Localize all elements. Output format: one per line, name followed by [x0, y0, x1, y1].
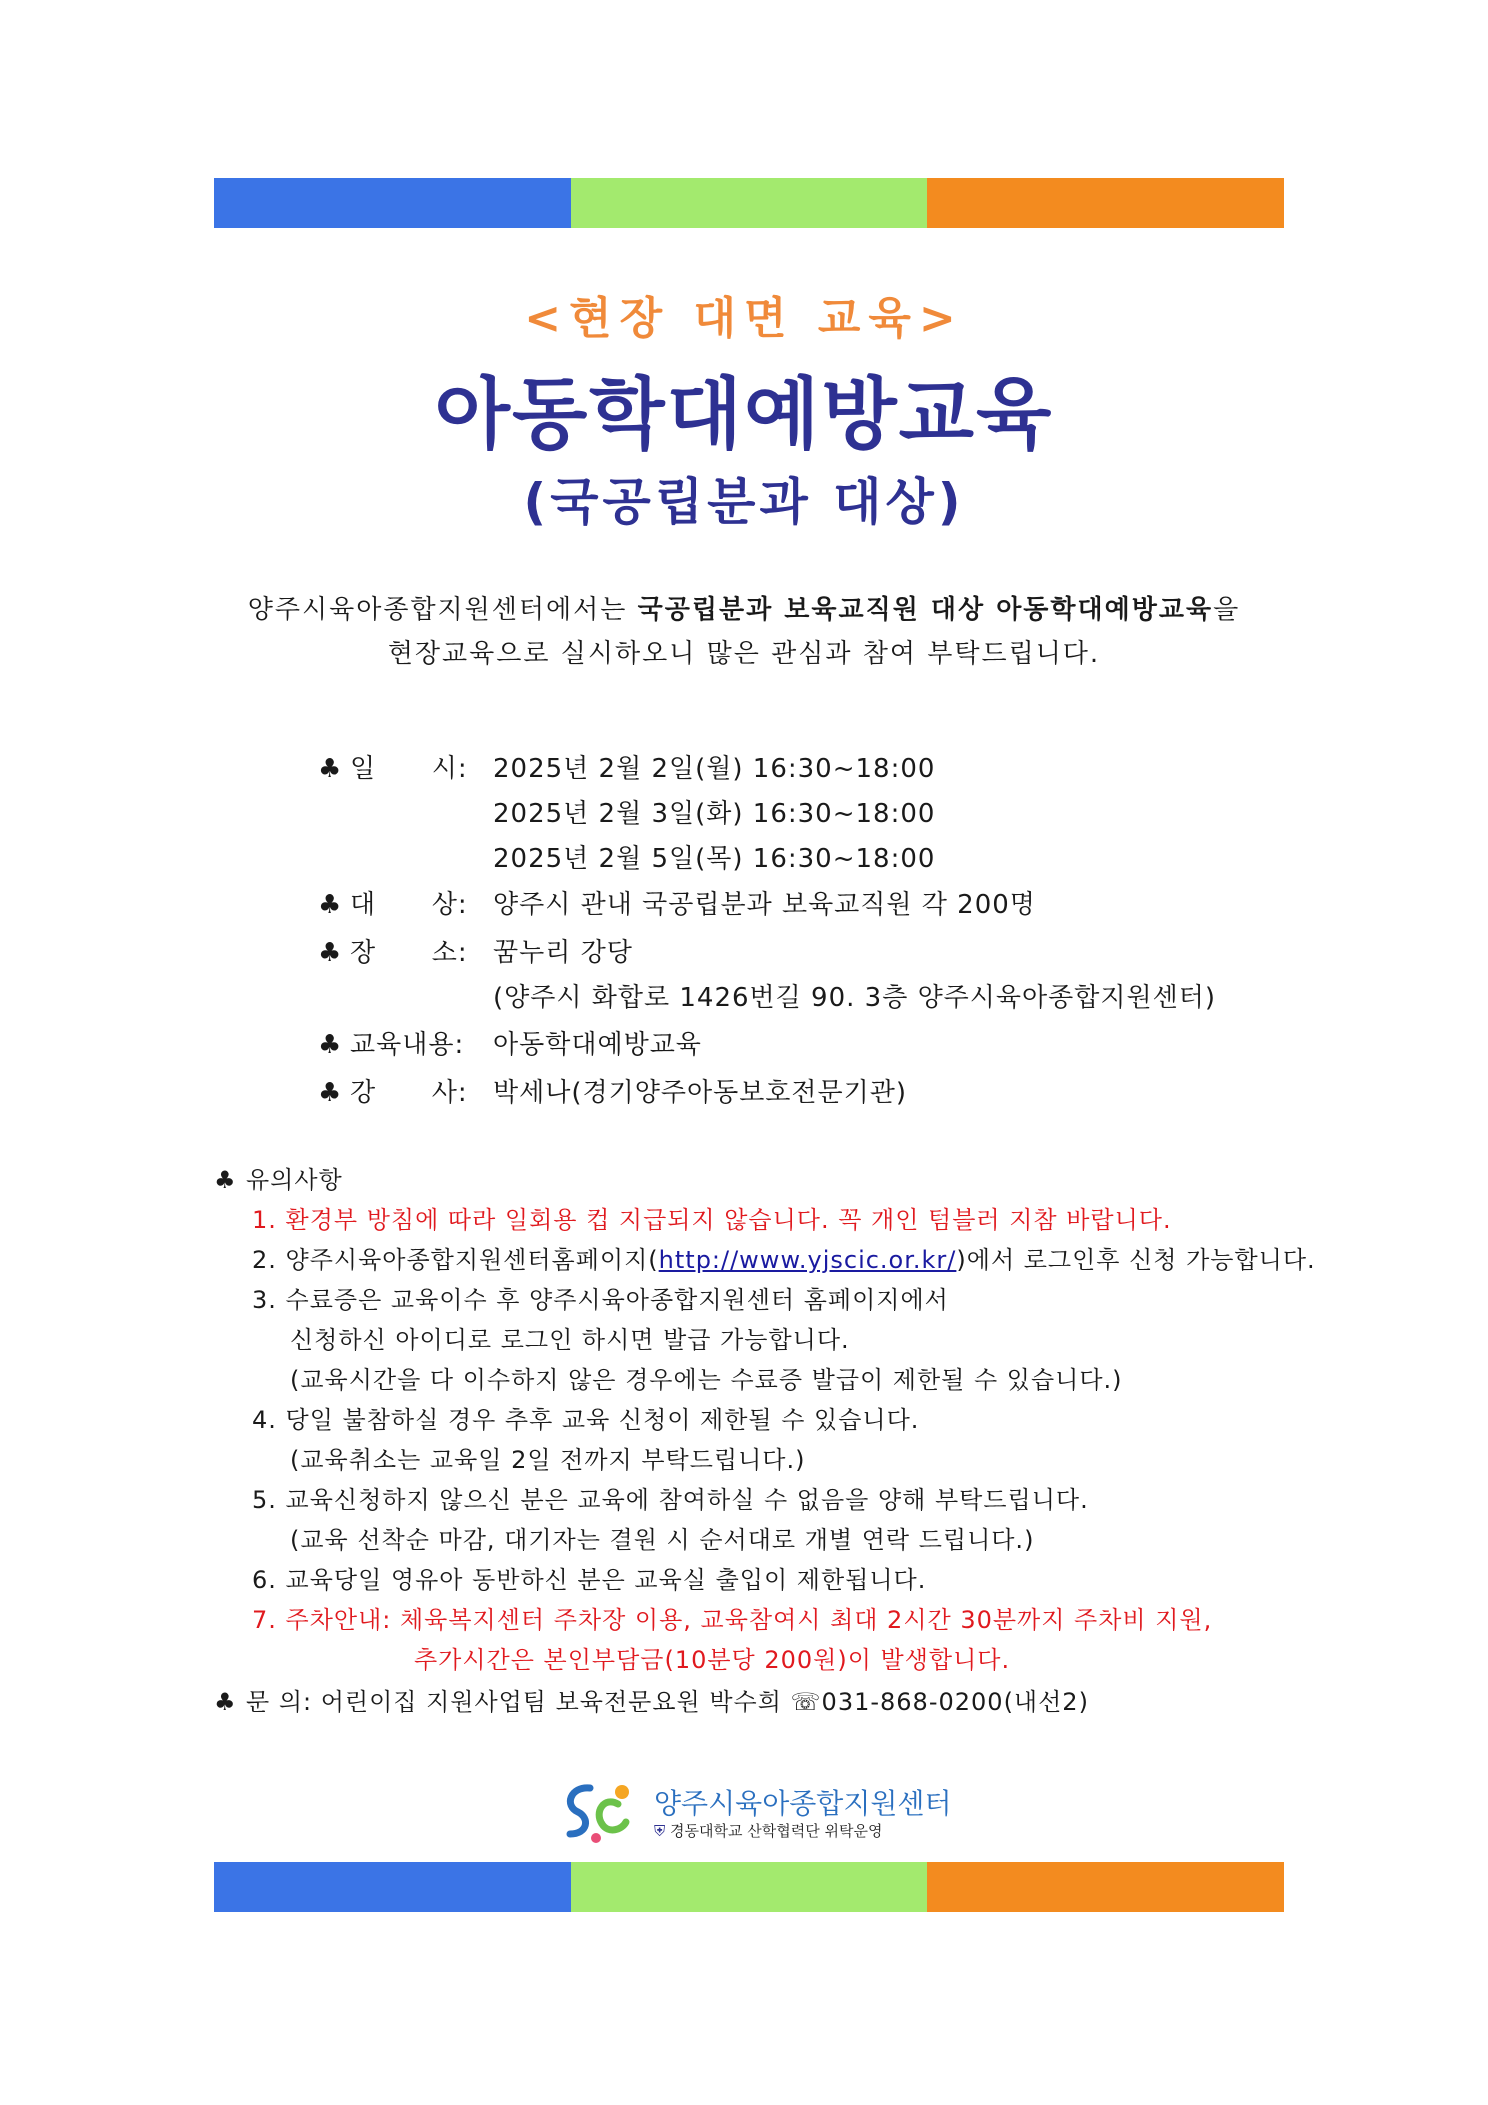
date-value-1: 2025년 2월 2일(월) 16:30~18:00: [493, 754, 936, 784]
note-2-pre: 2. 양주시육아종합지원센터홈페이지(: [252, 1246, 659, 1274]
intro-line-1: [0, 588, 1488, 632]
bar-green-segment: [571, 1862, 928, 1912]
top-color-bar: [214, 178, 1284, 228]
shield-icon: ⛨: [654, 1822, 666, 1840]
note-2-post: )에서 로그인후 신청 가능합니다.: [956, 1246, 1316, 1274]
lecturer-label: 강 사:: [350, 1078, 468, 1108]
content-value: 아동학대예방교육: [493, 1030, 702, 1060]
center-logo: [560, 1778, 952, 1846]
date-value-2: 2025년 2월 3일(화) 16:30~18:00: [493, 799, 936, 829]
info-date-row: [318, 748, 936, 785]
note-3a: 3. 수료증은 교육이수 후 양주시육아종합지원센터 홈페이지에서: [252, 1286, 949, 1314]
date-label: 일 시:: [350, 754, 468, 784]
club-bullet-icon: ♣: [318, 1078, 343, 1108]
bar-blue-segment: [214, 1862, 571, 1912]
target-value: 양주시 관내 국공립분과 보육교직원 각 200명: [493, 890, 1036, 920]
note-1: 1. 환경부 방침에 따라 일회용 컵 지급되지 않습니다. 꼭 개인 텀블러 지참 바랍니다.: [252, 1206, 1172, 1234]
center-logo-sub: [654, 1820, 882, 1841]
info-place-row: [318, 932, 633, 969]
target-label: 대 상:: [350, 890, 468, 920]
contact-row: [214, 1682, 1089, 1717]
lecturer-value: 박세나(경기양주아동보호전문기관): [493, 1078, 908, 1108]
notes-title-row: [214, 1160, 343, 1195]
date-value-3: 2025년 2월 5일(목) 16:30~18:00: [493, 844, 936, 874]
place-label: 장 소:: [350, 938, 468, 968]
note-5b: (교육 선착순 마감, 대기자는 결원 시 순서대로 개별 연락 드립니다.): [290, 1526, 1035, 1554]
info-target-row: [318, 884, 1036, 921]
note-6: 6. 교육당일 영유아 동반하신 분은 교육실 출입이 제한됩니다.: [252, 1566, 927, 1594]
intro-text-pre: 양주시육아종합지원센터에서는: [247, 595, 638, 625]
club-bullet-icon: ♣: [318, 890, 343, 920]
intro-line-2: 현장교육으로 실시하오니 많은 관심과 참여 부탁드립니다.: [387, 639, 1101, 669]
content-label: 교육내용:: [350, 1030, 465, 1060]
note-4b: (교육취소는 교육일 2일 전까지 부탁드립니다.): [290, 1446, 806, 1474]
club-bullet-icon: ♣: [214, 1688, 237, 1716]
info-lecturer-row: [318, 1072, 908, 1109]
center-logo-sub-text: 경동대학교 산학협력단 위탁운영: [670, 1822, 883, 1840]
page-title: 아동학대예방교육: [434, 370, 1054, 460]
intro-text-post: 을: [1213, 595, 1241, 625]
bottom-color-bar: [214, 1862, 1284, 1912]
center-logo-name: 양주시육아종합지원센터: [654, 1787, 952, 1820]
bar-orange-segment: [927, 178, 1284, 228]
club-bullet-icon: ♣: [318, 754, 343, 784]
club-bullet-icon: ♣: [318, 938, 343, 968]
intro-text-bold: 국공립분과 보육교직원 대상 아동학대예방교육: [637, 595, 1214, 625]
note-3c: (교육시간을 다 이수하지 않은 경우에는 수료증 발급이 제한될 수 있습니다.): [290, 1366, 1123, 1394]
club-bullet-icon: ♣: [214, 1166, 237, 1194]
intro-text: [0, 588, 1488, 676]
note-2: [252, 1240, 1316, 1275]
center-logo-mark-icon: [560, 1778, 640, 1846]
info-content-row: [318, 1024, 702, 1061]
note-7b: 추가시간은 본인부담금(10분당 200원)이 발생합니다.: [414, 1646, 1011, 1674]
place-value: 꿈누리 강당: [493, 938, 633, 968]
sub-title: <현장 대면 교육>: [524, 293, 964, 344]
note-7a: 7. 주차안내: 체육복지센터 주차장 이용, 교육참여시 최대 2시간 30분까지 주차비 지원,: [252, 1606, 1213, 1634]
bar-blue-segment: [214, 178, 571, 228]
club-bullet-icon: ♣: [318, 1030, 343, 1060]
bar-orange-segment: [927, 1862, 1284, 1912]
note-5a: 5. 교육신청하지 않으신 분은 교육에 참여하실 수 없음을 양해 부탁드립니다.: [252, 1486, 1089, 1514]
target-title: (국공립분과 대상): [523, 473, 965, 531]
notes-title: 유의사항: [246, 1166, 343, 1194]
note-3b: 신청하신 아이디로 로그인 하시면 발급 가능합니다.: [290, 1326, 850, 1354]
place-address: (양주시 화합로 1426번길 90. 3층 양주시육아종합지원센터): [493, 983, 1216, 1013]
homepage-link[interactable]: http://www.yjscic.or.kr/: [658, 1246, 957, 1274]
bar-green-segment: [571, 178, 928, 228]
note-4a: 4. 당일 불참하실 경우 추후 교육 신청이 제한될 수 있습니다.: [252, 1406, 920, 1434]
contact-text: 문 의: 어린이집 지원사업팀 보육전문요원 박수희 ☏031-868-0200(내선2): [246, 1688, 1089, 1716]
